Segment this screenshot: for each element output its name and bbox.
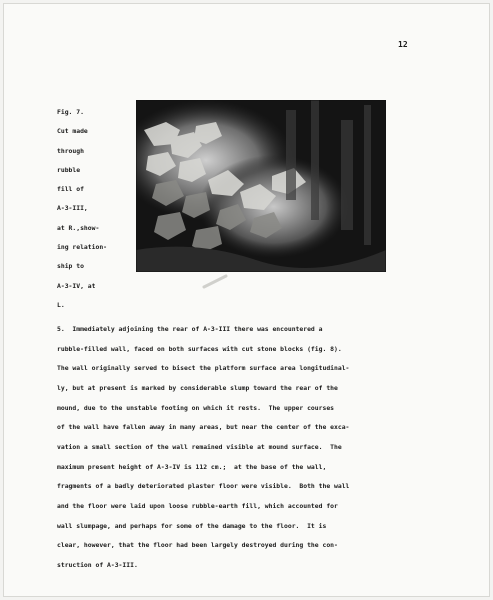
caption-line: rubble xyxy=(57,165,81,174)
body-line: of the wall have fallen away in many areas, but near the center of the exca- xyxy=(57,423,350,432)
body-line: struction of A-3-III. xyxy=(57,560,138,569)
body-line: The wall originally served to bisect the platform surface area longitudinal- xyxy=(57,364,350,373)
body-line: vation a small section of the wall remained visible at mound surface. The xyxy=(57,442,342,451)
caption-line: fill of xyxy=(57,185,84,194)
caption-line: Cut made xyxy=(57,127,88,136)
caption-line: ship to xyxy=(57,262,84,271)
caption-line: L. xyxy=(57,300,65,309)
body-line: ly, but at present is marked by considerable slump toward the rear of the xyxy=(57,383,338,392)
caption-line: at R.,show- xyxy=(57,223,100,232)
excavation-photo xyxy=(136,100,386,272)
page-number: 12 xyxy=(398,40,408,49)
document-page xyxy=(4,4,489,596)
caption-line: Fig. 7. xyxy=(57,108,84,116)
figure-caption xyxy=(57,103,137,315)
body-line: clear, however, that the floor had been largely destroyed during the con- xyxy=(57,541,338,550)
caption-line: ing relation- xyxy=(57,243,108,252)
body-line: maximum present height of A-3-IV is 112 cm.; at the base of the wall, xyxy=(57,462,327,471)
body-line: fragments of a badly deteriorated plaster floor were visible. Both the wall xyxy=(57,482,350,491)
caption-line: through xyxy=(57,146,84,155)
body-line: 5. Immediately adjoining the rear of A-3-III there was encountered a xyxy=(57,325,323,333)
body-line: mound, due to the unstable footing on which it rests. The upper courses xyxy=(57,403,335,412)
pen-stroke-mark xyxy=(202,273,230,289)
body-line: rubble-filled wall, faced on both surfaces with cut stone blocks (fig. 8). xyxy=(57,344,342,353)
body-paragraph xyxy=(57,320,432,576)
body-line: and the floor were laid upon loose rubble-earth fill, which accounted for xyxy=(57,501,338,510)
caption-line: A-3-III, xyxy=(57,204,88,213)
caption-line: A-3-IV, at xyxy=(57,281,96,290)
body-line: wall slumpage, and perhaps for some of the damage to the floor. It is xyxy=(57,521,327,530)
